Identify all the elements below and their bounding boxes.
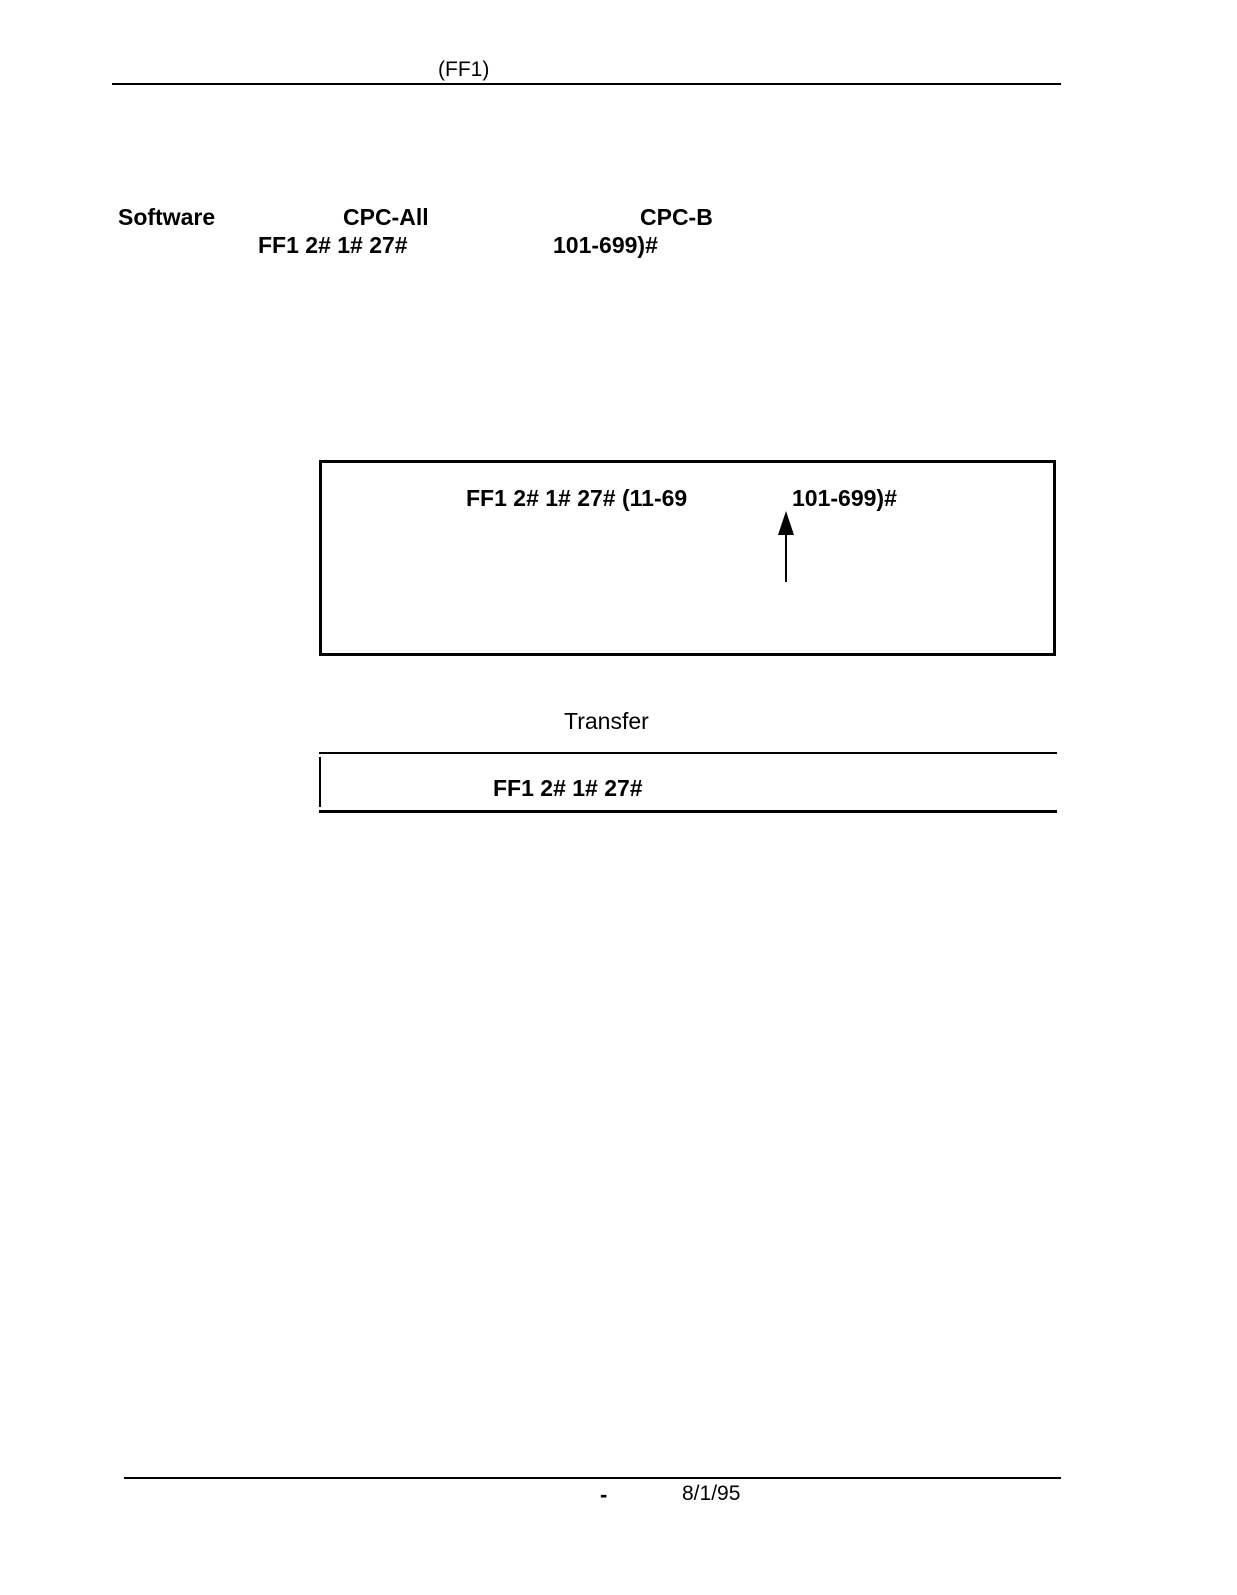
footer-date: 8/1/95 [682,1482,741,1505]
transfer-frame-bottom [319,810,1057,813]
footer-dash: - [600,1482,608,1507]
arrow-shaft [785,530,787,582]
diagram-command-prefix: FF1 2# 1# 27# (11-69 [466,485,688,511]
header-rule [112,83,1061,85]
transfer-frame-left [319,757,321,807]
diagram-command-range: 101-699)# [792,485,897,511]
transfer-label: Transfer [564,708,649,734]
software-version-all: CPC-All [343,204,429,230]
software-label: Software [118,204,216,230]
command-diagram-box [319,460,1056,656]
header-code: (FF1) [438,58,490,81]
software-command-range: 101-699)# [553,232,658,258]
software-version-b: CPC-B [640,204,713,230]
footer-rule [124,1477,1061,1479]
software-command-prefix: FF1 2# 1# 27# [258,232,408,258]
transfer-command: FF1 2# 1# 27# [493,775,643,801]
transfer-frame-top [319,752,1057,754]
